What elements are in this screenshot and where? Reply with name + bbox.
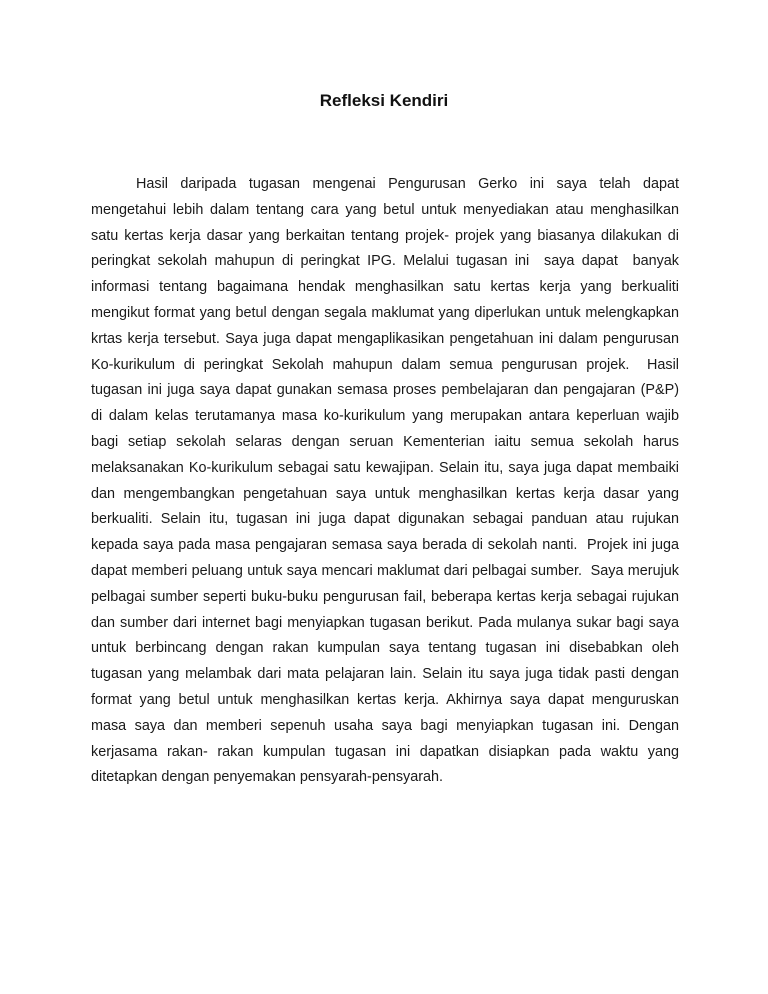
body-paragraph: Hasil daripada tugasan mengenai Pengurusan Gerko ini saya telah dapat mengetahui lebih dalam tentang cara yang betul untuk menyediakan atau menghasilkan satu kertas kerja dasar yang berkaitan tentang projek- projek yang biasanya dilakukan di peringkat sekolah mahupun di peringkat IPG. Melalui tugasan ini saya dapat banyak informasi tentang bagaimana hendak menghasilkan satu kertas kerja yang berkualiti mengikut format yang betul dengan segala maklumat yang diperlukan untuk melengkapkan krtas kerja tersebut. Saya juga dapat mengaplikasikan pengetahuan ini dalam pengurusan Ko-kurikulum di peringkat Sekolah mahupun dalam semua pengurusan projek. Hasil tugasan ini juga saya dapat gunakan semasa proses pembelajaran dan pengajaran (P&P) di dalam kelas terutamanya masa ko-kurikulum yang merupakan antara keperluan wajib bagi setiap sekolah selaras dengan seruan Kementerian iaitu semua sekolah harus melaksanakan Ko-kurikulum sebagai satu kewajipan. Selain itu, saya juga dapat membaiki dan mengembangkan pengetahuan saya untuk menghasilkan kertas kerja dasar yang berkualiti. Selain itu, tugasan ini juga dapat digunakan sebagai panduan atau rujukan kepada saya pada masa pengajaran semasa saya berada di sekolah nanti. Projek ini juga dapat memberi peluang untuk saya mencari maklumat dari pelbagai sumber. Saya merujuk pelbagai sumber seperti buku-buku pengurusan fail, beberapa kertas kerja sebagai rujukan dan sumber dari internet bagi menyiapkan tugasan berikut. Pada mulanya sukar bagi saya untuk berbincang dengan rakan kumpulan saya tentang tugasan ini disebabkan oleh tugasan yang melambak dari mata pelajaran lain. Selain itu saya juga tidak pasti dengan format yang betul untuk menghasilkan kertas kerja. Akhirnya saya dapat menguruskan masa saya dan memberi sepenuh usaha saya bagi menyiapkan tugasan ini. Dengan kerjasama rakan- rakan kumpulan tugasan ini dapatkan disiapkan pada waktu yang ditetapkan dengan penyemakan pensyarah-pensyarah.	[91, 176, 683, 786]
page-title: Refleksi Kendiri	[319, 91, 449, 110]
